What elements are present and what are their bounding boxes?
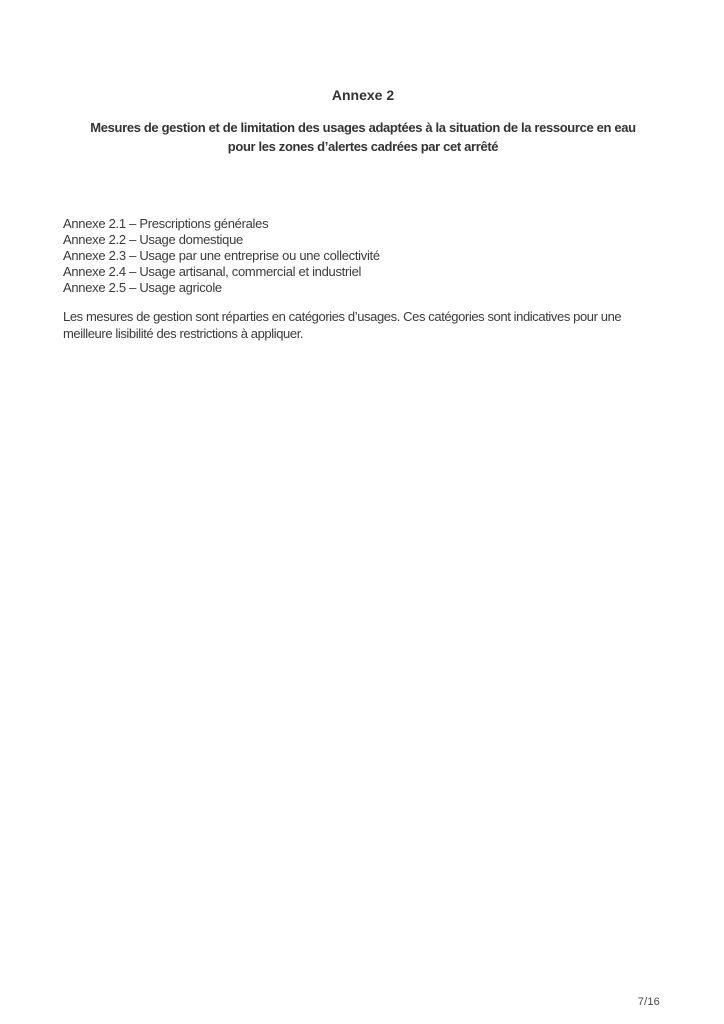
subtitle-line-1: Mesures de gestion et de limitation des usages adaptées à la situation de la ressource en eau [90,120,636,135]
annex-list-item-3: Annexe 2.3 – Usage par une entreprise ou une collectivité [63,248,380,263]
annex-list [63,216,663,296]
annex-list-item-1: Annexe 2.1 – Prescriptions générales [63,216,269,231]
page-title: Annexe 2 [331,87,395,103]
page-number: 7/16 [637,996,660,1008]
annex-list-item-5: Annexe 2.5 – Usage agricole [63,280,222,295]
annex-list-item-4: Annexe 2.4 – Usage artisanal, commercial et industriel [63,264,362,279]
annex-list-item-2: Annexe 2.2 – Usage domestique [63,232,243,247]
intro-paragraph: Les mesures de gestion sont réparties en catégories d’usages. Ces catégories sont indicatives pour une meilleure lisibilité des restrictions à appliquer. [63,309,622,341]
subtitle-line-2: pour les zones d’alertes cadrées par cet arrêté [227,139,499,154]
page-subtitle [63,118,663,156]
page-content [0,0,724,342]
